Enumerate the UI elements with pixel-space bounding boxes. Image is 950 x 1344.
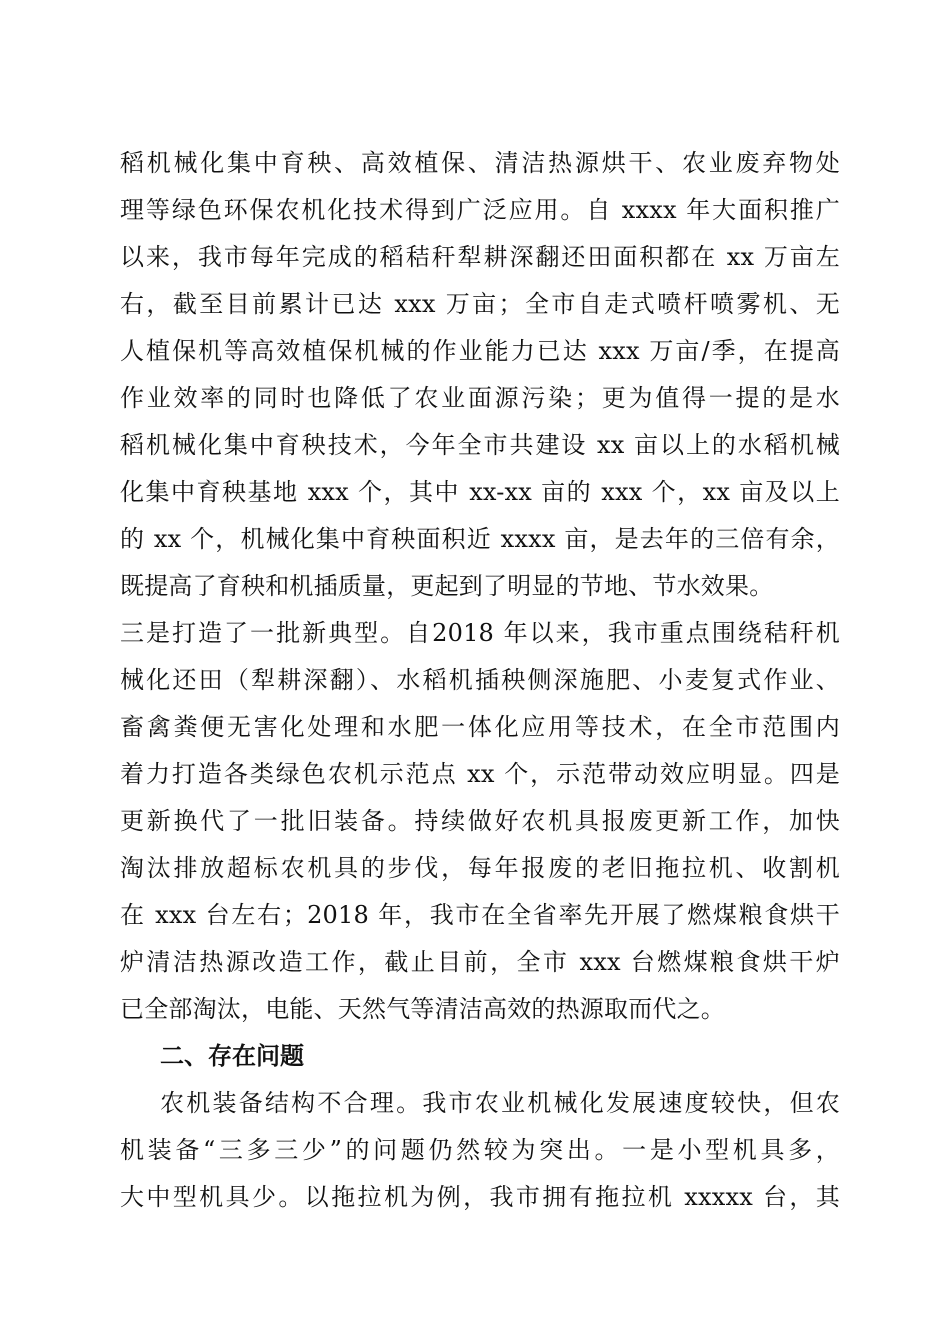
paragraph-problems (120, 1080, 840, 1221)
text-line: 淘汰排放超标农机具的步伐，每年报废的老旧拖拉机、收割机 (120, 854, 840, 882)
text-line: 稻机械化集中育秧技术，今年全市共建设 xx 亩以上的水稻机械 (120, 431, 840, 459)
text-line: 人植保机等高效植保机械的作业能力已达 xxx 万亩/季，在提高 (120, 337, 840, 365)
text-line: 在 xxx 台左右；2018 年，我市在全省率先开展了燃煤粮食烘干 (120, 901, 840, 929)
text-line: 更新换代了一批旧装备。持续做好农机具报废更新工作，加快 (120, 807, 840, 835)
text-line: 大中型机具少。以拖拉机为例，我市拥有拖拉机 xxxxx 台，其 (120, 1183, 840, 1211)
text-line: 化集中育秧基地 xxx 个，其中 xx-xx 亩的 xxx 个，xx 亩及以上 (120, 478, 840, 506)
text-line: 畜禽粪便无害化处理和水肥一体化应用等技术，在全市范围内 (120, 713, 840, 741)
text-line: 着力打造各类绿色农机示范点 xx 个，示范带动效应明显。四是 (120, 760, 840, 788)
text-line: 右，截至目前累计已达 xxx 万亩；全市自走式喷杆喷雾机、无 (120, 290, 840, 318)
text-line: 稻机械化集中育秧、高效植保、清洁热源烘干、农业废弃物处 (120, 149, 840, 177)
document-body (120, 140, 840, 1221)
text-line: 三是打造了一批新典型。自2018 年以来，我市重点围绕秸秆机 (120, 619, 840, 647)
text-line: 农机装备结构不合理。我市农业机械化发展速度较快，但农 (160, 1089, 840, 1117)
text-line: 炉清洁热源改造工作，截止目前，全市 xxx 台燃煤粮食烘干炉 (120, 948, 840, 976)
text-line: 机装备“三多三少”的问题仍然较为突出。一是小型机具多， (120, 1136, 840, 1164)
text-line: 理等绿色环保农机化技术得到广泛应用。自 xxxx 年大面积推广 (120, 196, 840, 224)
text-line: 作业效率的同时也降低了农业面源污染；更为值得一提的是水 (120, 384, 840, 412)
text-line: 以来，我市每年完成的稻秸秆犁耕深翻还田面积都在 xx 万亩左 (120, 243, 840, 271)
text-line: 已全部淘汰，电能、天然气等清洁高效的热源取而代之。 (120, 995, 725, 1023)
section-heading: 二、存在问题 (160, 1042, 304, 1070)
paragraph-achievements (120, 140, 840, 1033)
text-line: 既提高了育秧和机插质量，更起到了明显的节地、节水效果。 (120, 572, 774, 600)
text-line: 的 xx 个，机械化集中育秧面积近 xxxx 亩，是去年的三倍有余， (120, 525, 840, 553)
text-line: 械化还田（犁耕深翻）、水稻机插秧侧深施肥、小麦复式作业、 (120, 666, 840, 694)
